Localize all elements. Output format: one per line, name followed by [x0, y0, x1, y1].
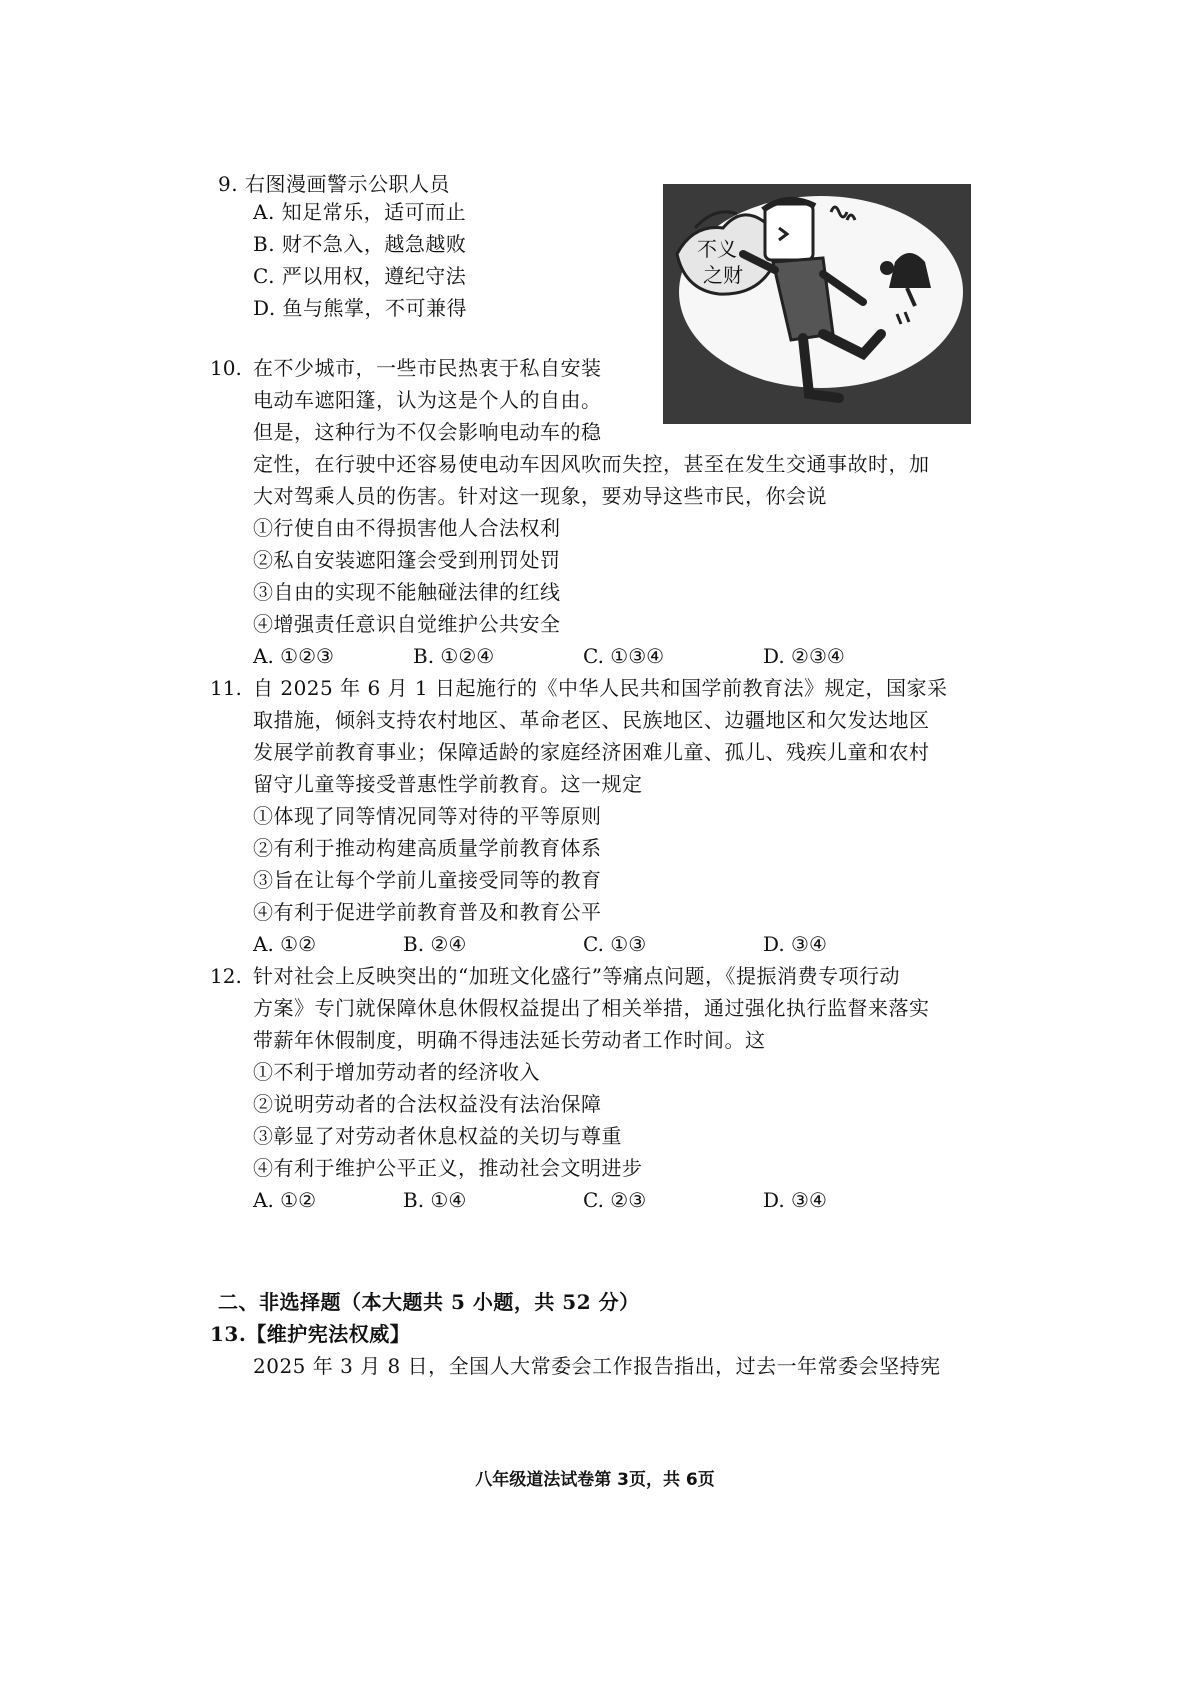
q12-option-b: B. ①④: [403, 1188, 467, 1212]
q10-item-1: ①行使自由不得损害他人合法权利: [253, 516, 561, 540]
q11-line-1: 自 2025 年 6 月 1 日起施行的《中华人民共和国学前教育法》规定，国家采: [253, 676, 948, 700]
q10-item-3: ③自由的实现不能触碰法律的红线: [253, 580, 561, 604]
q12-item-4: ④有利于维护公平正义，推动社会文明进步: [253, 1156, 643, 1180]
cartoon-official-grabbing-ingot-icon: [663, 184, 971, 424]
q11-line-2: 取措施，倾斜支持农村地区、革命老区、民族地区、边疆地区和欠发达地区: [253, 708, 930, 732]
q11-line-4: 留守儿童等接受普惠性学前教育。这一规定: [253, 772, 643, 796]
q10-number: 10.: [210, 356, 242, 380]
q9-option-a: A. 知足常乐，适可而止: [253, 200, 467, 224]
q11-option-a: A. ①②: [253, 932, 317, 956]
q13-heading: 13.【维护宪法权威】: [210, 1322, 411, 1346]
cartoon-label-line2: 之财: [703, 263, 743, 287]
q9-option-d: D. 鱼与熊掌，不可兼得: [253, 296, 468, 320]
q12-line-2: 方案》专门就保障休息休假权益提出了相关举措，通过强化执行监督来落实: [253, 996, 930, 1020]
page-footer: 八年级道法试卷第 3页，共 6页: [475, 1470, 715, 1490]
q13-line-1: 2025 年 3 月 8 日，全国人大常委会工作报告指出，过去一年常委会坚持宪: [253, 1354, 941, 1378]
q11-item-4: ④有利于促进学前教育普及和教育公平: [253, 900, 602, 924]
q10-item-4: ④增强责任意识自觉维护公共安全: [253, 612, 561, 636]
q10-line-1: 在不少城市，一些市民热衷于私自安装: [253, 356, 602, 380]
cartoon-image: [663, 184, 971, 424]
q10-option-a: A. ①②③: [253, 644, 334, 668]
q11-line-3: 发展学前教育事业；保障适龄的家庭经济困难儿童、孤儿、残疾儿童和农村: [253, 740, 930, 764]
q12-option-d: D. ③④: [763, 1188, 827, 1212]
q10-item-2: ②私自安装遮阳篷会受到刑罚处罚: [253, 548, 561, 572]
q11-number: 11.: [210, 676, 242, 700]
q12-option-c: C. ②③: [583, 1188, 647, 1212]
q10-option-d: D. ②③④: [763, 644, 845, 668]
q12-number: 12.: [210, 964, 242, 988]
q12-item-3: ③彰显了对劳动者休息权益的关切与尊重: [253, 1124, 622, 1148]
q12-line-3: 带薪年休假制度，明确不得违法延长劳动者工作时间。这: [253, 1028, 766, 1052]
q9-option-b: B. 财不急入，越急越败: [253, 232, 467, 256]
q10-line-2: 电动车遮阳篷，认为这是个人的自由。: [253, 388, 602, 412]
q9-stem: 9. 右图漫画警示公职人员: [218, 172, 450, 196]
q9-option-c: C. 严以用权，遵纪守法: [253, 264, 467, 288]
q11-item-2: ②有利于推动构建高质量学前教育体系: [253, 836, 602, 860]
q11-option-b: B. ②④: [403, 932, 467, 956]
q12-item-1: ①不利于增加劳动者的经济收入: [253, 1060, 540, 1084]
q12-line-1: 针对社会上反映突出的“加班文化盛行”等痛点问题，《提振消费专项行动: [253, 964, 900, 988]
q12-option-a: A. ①②: [253, 1188, 317, 1212]
cartoon-label-line1: 不义: [697, 237, 737, 261]
q10-line-5: 大对驾乘人员的伤害。针对这一现象，要劝导这些市民，你会说: [253, 484, 827, 508]
q11-item-3: ③旨在让每个学前儿童接受同等的教育: [253, 868, 602, 892]
q10-option-c: C. ①③④: [583, 644, 665, 668]
q10-line-3: 但是，这种行为不仅会影响电动车的稳: [253, 420, 602, 444]
q10-line-4: 定性，在行驶中还容易使电动车因风吹而失控，甚至在发生交通事故时，加: [253, 452, 930, 476]
q12-item-2: ②说明劳动者的合法权益没有法治保障: [253, 1092, 602, 1116]
q11-option-c: C. ①③: [583, 932, 647, 956]
q11-option-d: D. ③④: [763, 932, 827, 956]
q11-item-1: ①体现了同等情况同等对待的平等原则: [253, 804, 602, 828]
section-2-title: 二、非选择题（本大题共 5 小题，共 52 分）: [218, 1290, 640, 1314]
q10-option-b: B. ①②④: [413, 644, 495, 668]
